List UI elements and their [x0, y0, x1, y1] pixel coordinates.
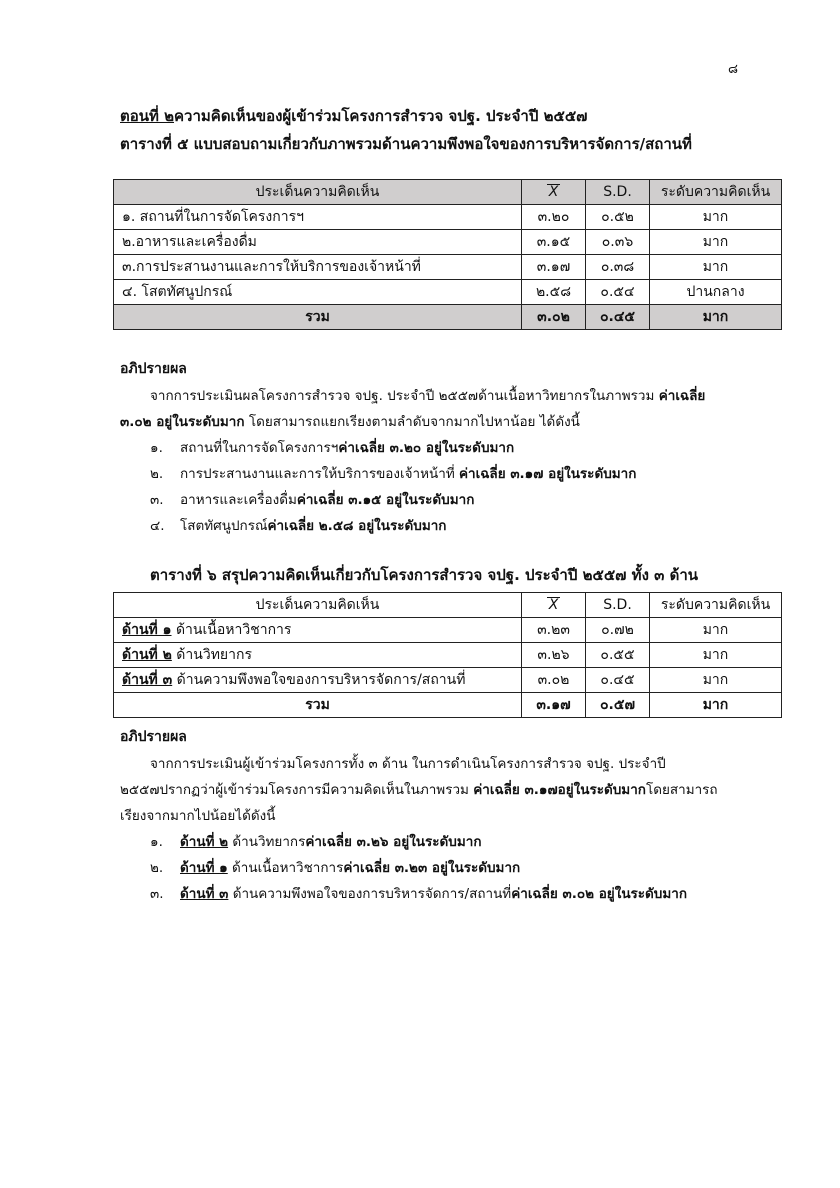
part-label: ตอนที่ ๒	[120, 107, 175, 125]
mean-symbol: X	[548, 184, 559, 200]
row-level: มาก	[650, 255, 782, 280]
mean-symbol: X	[548, 597, 559, 613]
discussion2-line-2	[120, 778, 718, 800]
header-mean	[522, 593, 586, 618]
table-total-row	[114, 693, 782, 718]
row-item	[114, 668, 522, 693]
discussion1-line-1	[150, 384, 705, 406]
table5	[113, 179, 782, 330]
discussion2-heading: อภิปรายผล	[120, 729, 187, 745]
discussion2-text: ๒๕๕๗ปรากฏว่าผู้เข้าร่วมโครงการมีความคิดเห็นในภาพรวม	[120, 782, 474, 798]
discussion1-line-2	[120, 410, 580, 432]
list-bold: ค่าเฉลี่ย ๓.๒๐ อยู่ในระดับมาก	[338, 440, 515, 456]
row-level: ปานกลาง	[650, 280, 782, 305]
list-item	[150, 488, 474, 510]
row-mean: ๓.๒๓	[522, 618, 586, 643]
discussion1-text: จากการประเมินผลโครงการสำรวจ จปฐ. ประจำปี ๒๕๕๗ด้านเนื้อหาวิทยากรในภาพรวม	[150, 388, 659, 404]
row-label: ด้านที่ ๒	[122, 647, 172, 663]
list-number: ๑.	[150, 834, 163, 850]
list-number: ๒.	[150, 466, 164, 482]
row-label: ด้านที่ ๓	[122, 672, 173, 688]
discussion1-bold: ๓.๐๒ อยู่ในระดับมาก	[120, 414, 245, 430]
row-sd: ๐.๓๘	[586, 255, 650, 280]
list-item	[150, 462, 636, 484]
row-sd: ๐.๕๔	[586, 280, 650, 305]
total-sd: ๐.๔๕	[586, 305, 650, 330]
list-text: ด้านเนื้อหาวิชาการ	[227, 860, 344, 876]
header-sd: S.D.	[586, 180, 650, 205]
table-total-row	[114, 305, 782, 330]
header-level: ระดับความคิดเห็น	[650, 180, 782, 205]
total-label: รวม	[114, 693, 522, 718]
row-mean: ๓.๑๕	[522, 230, 586, 255]
list-item	[150, 514, 446, 536]
part-heading	[120, 104, 587, 128]
part-rest: ความคิดเห็นของผู้เข้าร่วมโครงการสำรวจ จปฐ. ประจำปี ๒๕๕๗	[174, 107, 588, 125]
list-text: โสตทัศนูปกรณ์	[180, 518, 268, 534]
table-row	[114, 618, 782, 643]
list-text: สถานที่ในการจัดโครงการฯ	[180, 440, 339, 456]
row-mean: ๓.๐๒	[522, 668, 586, 693]
row-item	[114, 643, 522, 668]
row-item: ๑. สถานที่ในการจัดโครงการฯ	[114, 205, 522, 230]
list-bold: ค่าเฉลี่ย ๓.๑๕ อยู่ในระดับมาก	[296, 492, 475, 508]
header-mean	[522, 180, 586, 205]
total-level: มาก	[650, 305, 782, 330]
row-sd: ๐.๓๖	[586, 230, 650, 255]
list-number: ๒.	[150, 860, 164, 876]
discussion2-text: โดยสามารถ	[645, 782, 718, 798]
row-text: ด้านวิทยากร	[171, 647, 252, 663]
row-label: ด้านที่ ๑	[122, 622, 172, 638]
list-number: ๓.	[150, 492, 164, 508]
row-sd: ๐.๗๒	[586, 618, 650, 643]
row-mean: ๓.๑๗	[522, 255, 586, 280]
row-mean: ๓.๒๖	[522, 643, 586, 668]
row-item: ๒.อาหารและเครื่องดื่ม	[114, 230, 522, 255]
row-text: ด้านเนื้อหาวิชาการ	[171, 622, 292, 638]
row-item: ๓.การประสานงานและการให้บริการของเจ้าหน้าที่	[114, 255, 522, 280]
list-text: อาหารและเครื่องดื่ม	[180, 492, 297, 508]
list-bold: ค่าเฉลี่ย ๓.๐๒ อยู่ในระดับมาก	[511, 886, 688, 902]
row-sd: ๐.๔๕	[586, 668, 650, 693]
list-number: ๔.	[150, 518, 165, 534]
table-row	[114, 255, 782, 280]
total-sd: ๐.๕๗	[586, 693, 650, 718]
row-sd: ๐.๕๕	[586, 643, 650, 668]
list-bold: ค่าเฉลี่ย ๒.๕๘ อยู่ในระดับมาก	[267, 518, 447, 534]
list-text: ด้านความพึงพอใจของการบริหารจัดการ/สถานที่	[228, 886, 512, 902]
list-item	[150, 830, 482, 852]
header-topic: ประเด็นความคิดเห็น	[114, 180, 522, 205]
row-level: มาก	[650, 618, 782, 643]
list-label: ด้านที่ ๓	[180, 886, 229, 902]
list-bold: ค่าเฉลี่ย ๓.๒๖ อยู่ในระดับมาก	[305, 834, 482, 850]
list-item	[150, 856, 520, 878]
table6	[113, 592, 782, 718]
row-level: มาก	[650, 205, 782, 230]
total-level: มาก	[650, 693, 782, 718]
total-mean: ๓.๐๒	[522, 305, 586, 330]
list-number: ๑.	[150, 440, 163, 456]
list-bold: ค่าเฉลี่ย ๓.๒๓ อยู่ในระดับมาก	[343, 860, 521, 876]
table-row	[114, 668, 782, 693]
table6-title: ตารางที่ ๖ สรุปความคิดเห็นเกี่ยวกับโครงการสำรวจ จปฐ. ประจำปี ๒๕๕๗ ทั้ง ๓ ด้าน	[150, 566, 699, 584]
discussion2-line-3: เรียงจากมากไปน้อยได้ดังนี้	[120, 808, 276, 824]
discussion1-text: โดยสามารถแยกเรียงตามลำดับจากมากไปหาน้อย ได้ดังนี้	[244, 414, 580, 430]
row-mean: ๓.๒๐	[522, 205, 586, 230]
header-level: ระดับความคิดเห็น	[650, 593, 782, 618]
discussion1-heading: อภิปรายผล	[120, 361, 187, 377]
total-mean: ๓.๑๗	[522, 693, 586, 718]
list-text: ด้านวิทยากร	[228, 834, 306, 850]
table-row	[114, 643, 782, 668]
table-row	[114, 230, 782, 255]
table-header-row	[114, 180, 782, 205]
table5-title: ตารางที่ ๕ แบบสอบถามเกี่ยวกับภาพรวมด้านความพึงพอใจของการบริหารจัดการ/สถานที่	[120, 135, 692, 153]
row-level: มาก	[650, 230, 782, 255]
list-label: ด้านที่ ๑	[180, 860, 228, 876]
row-text: ด้านความพึงพอใจของการบริหารจัดการ/สถานที่	[172, 672, 466, 688]
discussion2-bold: ค่าเฉลี่ย ๓.๑๗อยู่ในระดับมาก	[473, 782, 646, 798]
table-row	[114, 280, 782, 305]
page-number: ๘	[728, 62, 739, 77]
list-bold: ค่าเฉลี่ย ๓.๑๗ อยู่ในระดับมาก	[459, 466, 637, 482]
row-sd: ๐.๕๒	[586, 205, 650, 230]
list-item	[150, 882, 687, 904]
total-label: รวม	[114, 305, 522, 330]
row-item	[114, 618, 522, 643]
list-text: การประสานงานและการให้บริการของเจ้าหน้าที่	[180, 466, 460, 482]
table-header-row	[114, 593, 782, 618]
table-row	[114, 205, 782, 230]
list-number: ๓.	[150, 886, 164, 902]
header-topic: ประเด็นความคิดเห็น	[114, 593, 522, 618]
row-item: ๔. โสตทัศนูปกรณ์	[114, 280, 522, 305]
list-item	[150, 436, 514, 458]
row-level: มาก	[650, 643, 782, 668]
discussion2-line-1: จากการประเมินผู้เข้าร่วมโครงการทั้ง ๓ ด้าน ในการดำเนินโครงการสำรวจ จปฐ. ประจำปี	[150, 756, 666, 772]
header-sd: S.D.	[586, 593, 650, 618]
row-mean: ๒.๕๘	[522, 280, 586, 305]
list-label: ด้านที่ ๒	[180, 834, 229, 850]
row-level: มาก	[650, 668, 782, 693]
discussion1-bold: ค่าเฉลี่ย	[658, 388, 706, 404]
